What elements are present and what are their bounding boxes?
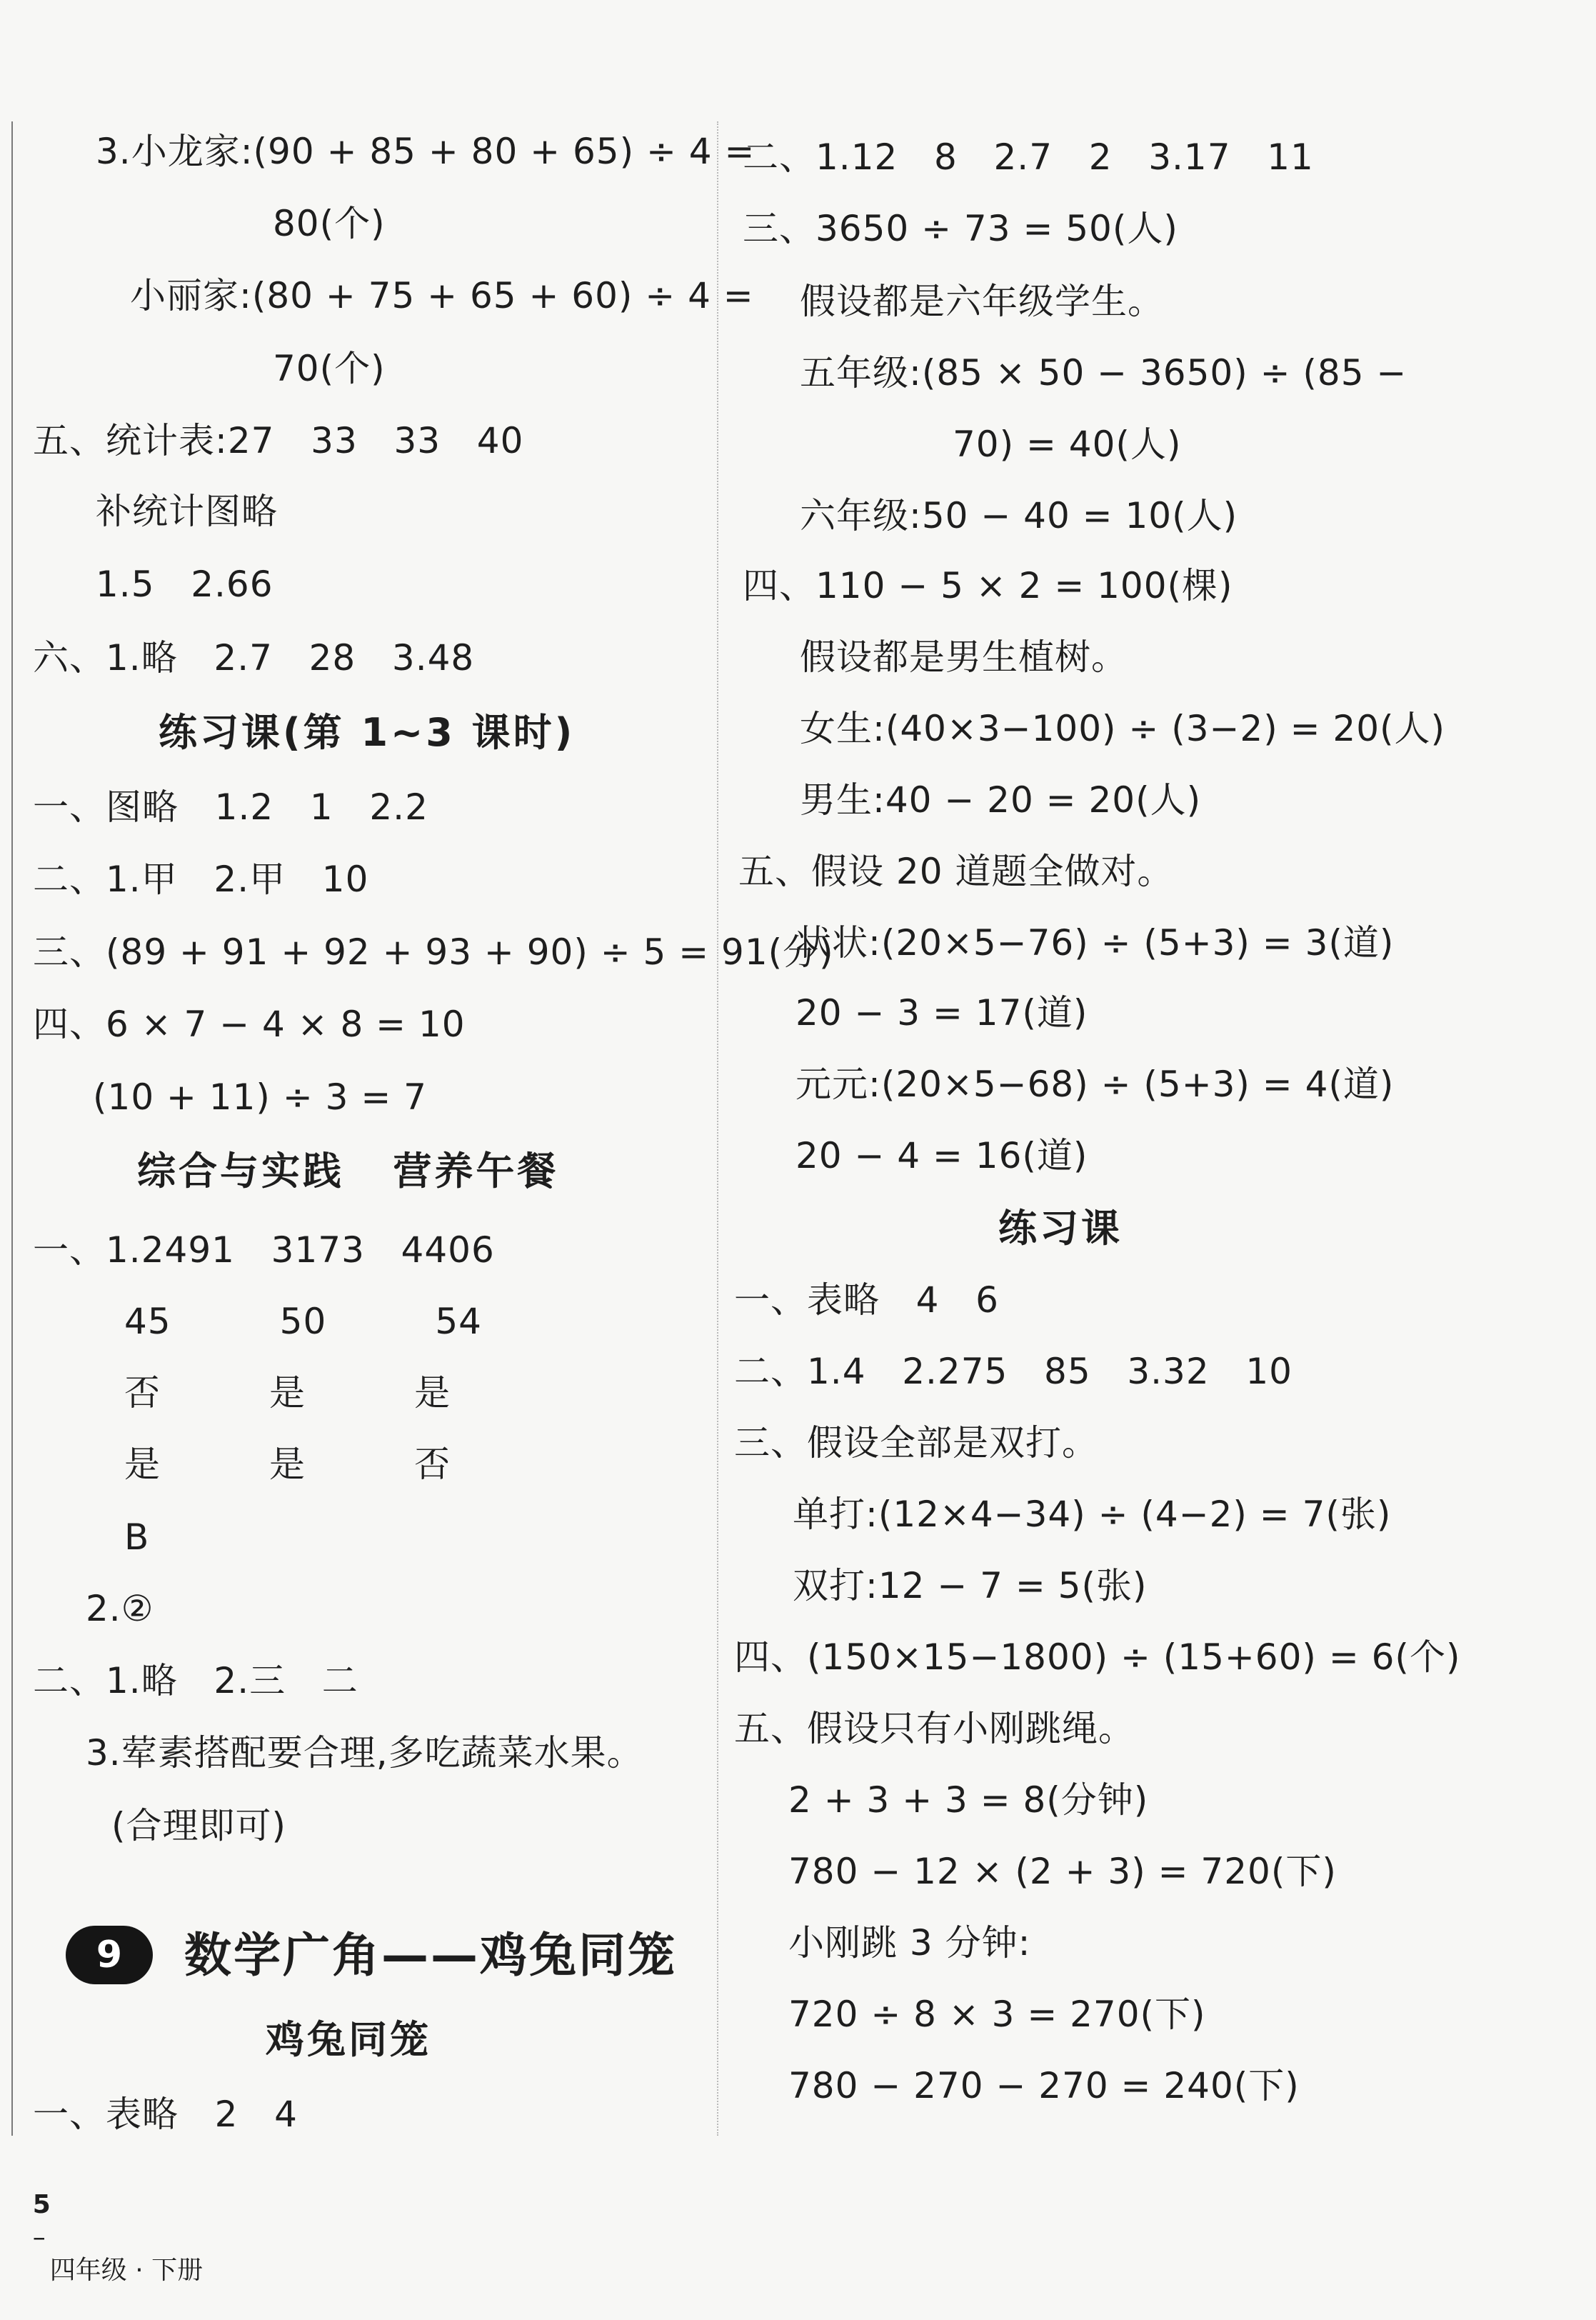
answer-line: 一、表略 2 4 (33, 2094, 298, 2135)
answer-line: 补统计图略 (96, 491, 278, 532)
section-heading: 练习课(第 1~3 课时) (159, 710, 576, 755)
answer-line: 20 − 3 = 17(道) (796, 992, 1088, 1034)
answer-line: 一、图略 1.2 1 2.2 (33, 786, 428, 828)
answer-line: 二、1.略 2.三 二 (33, 1660, 358, 1701)
page-number: 5 (32, 2190, 51, 2219)
answer-line: 3.荤素搭配要合理,多吃蔬菜水果。 (86, 1732, 643, 1774)
answer-line: 四、(150×15−1800) ÷ (15+60) = 6(个) (734, 1636, 1461, 1678)
column-divider (717, 121, 718, 2136)
answer-line: B (124, 1516, 150, 1558)
section-heading: 鸡兔同笼 (266, 2017, 431, 2062)
answer-line: 2 + 3 + 3 = 8(分钟) (788, 1779, 1149, 1821)
answer-line: 元元:(20×5−68) ÷ (5+3) = 4(道) (796, 1064, 1395, 1105)
answer-line: 状状:(20×5−76) ÷ (5+3) = 3(道) (796, 922, 1395, 964)
answer-line: 720 ÷ 8 × 3 = 270(下) (788, 1994, 1206, 2035)
answer-line: 假设都是男生植树。 (800, 636, 1128, 678)
answer-line: 四、6 × 7 − 4 × 8 = 10 (33, 1004, 466, 1045)
answer-line: 五、假设只有小刚跳绳。 (734, 1708, 1135, 1749)
answer-line: 一、1.2491 3173 4406 (33, 1229, 495, 1271)
answer-line: 80(个) (273, 203, 386, 244)
answer-line: 五年级:(85 × 50 − 3650) ÷ (85 − (800, 352, 1407, 394)
answer-line: 三、(89 + 91 + 92 + 93 + 90) ÷ 5 = 91(分) (33, 931, 834, 973)
answer-line: 否 是 是 (124, 1372, 451, 1414)
answer-line: (合理即可) (111, 1805, 287, 1846)
answer-line: 五、假设 20 道题全做对。 (738, 851, 1174, 892)
answer-line: 70) = 40(人) (953, 424, 1182, 465)
answer-line: 五、统计表:27 33 33 40 (33, 420, 524, 461)
footer-dash: – (32, 2223, 46, 2252)
answer-line: 二、1.4 2.275 85 3.32 10 (734, 1351, 1293, 1392)
answer-line: 三、假设全部是双打。 (734, 1422, 1098, 1464)
section-heading: 综合与实践 营养午餐 (137, 1149, 559, 1194)
answer-line: 单打:(12×4−34) ÷ (4−2) = 7(张) (793, 1494, 1392, 1535)
answer-line: 二、1.12 8 2.7 2 3.17 11 (743, 136, 1314, 178)
answer-line: 45 50 54 (124, 1301, 482, 1342)
answer-line: 三、3650 ÷ 73 = 50(人) (743, 208, 1178, 249)
section-heading: 练习课 (998, 1206, 1123, 1251)
answer-line: 20 − 4 = 16(道) (796, 1135, 1088, 1176)
answer-line: 六、1.略 2.7 28 3.48 (33, 637, 475, 679)
answer-line: 70(个) (273, 348, 386, 389)
answer-line: 男生:40 − 20 = 20(人) (800, 779, 1202, 821)
chapter-title: 数学广角——鸡兔同笼 (184, 1928, 677, 1983)
answer-line: 四、110 − 5 × 2 = 100(棵) (743, 565, 1233, 606)
answer-line: 小刚跳 3 分钟: (788, 1922, 1031, 1964)
answer-line: 小丽家:(80 + 75 + 65 + 60) ÷ 4 = (130, 275, 754, 316)
page-footer (0, 2156, 203, 2320)
answer-line: 假设都是六年级学生。 (800, 281, 1164, 322)
chapter-number-badge: 9 (66, 1926, 153, 1984)
answer-line: 780 − 12 × (2 + 3) = 720(下) (788, 1851, 1337, 1892)
answer-line: 3.小龙家:(90 + 85 + 80 + 65) ÷ 4 = (96, 131, 756, 172)
left-margin-rule (11, 121, 13, 2136)
answer-line: 2.② (86, 1588, 154, 1629)
answer-line: 女生:(40×3−100) ÷ (3−2) = 20(人) (800, 708, 1446, 749)
answer-line: 780 − 270 − 270 = 240(下) (788, 2065, 1300, 2106)
answer-line: 是 是 否 (124, 1444, 451, 1485)
answer-line: 六年级:50 − 40 = 10(人) (800, 495, 1238, 536)
answer-line: 二、1.甲 2.甲 10 (33, 859, 369, 900)
grade-label: 四年级 · 下册 (49, 2256, 204, 2285)
answer-line: 双打:12 − 7 = 5(张) (793, 1565, 1148, 1606)
answer-line: 一、表略 4 6 (734, 1279, 999, 1321)
answer-line: 1.5 2.66 (96, 564, 273, 605)
answer-line: (10 + 11) ÷ 3 = 7 (93, 1076, 427, 1118)
